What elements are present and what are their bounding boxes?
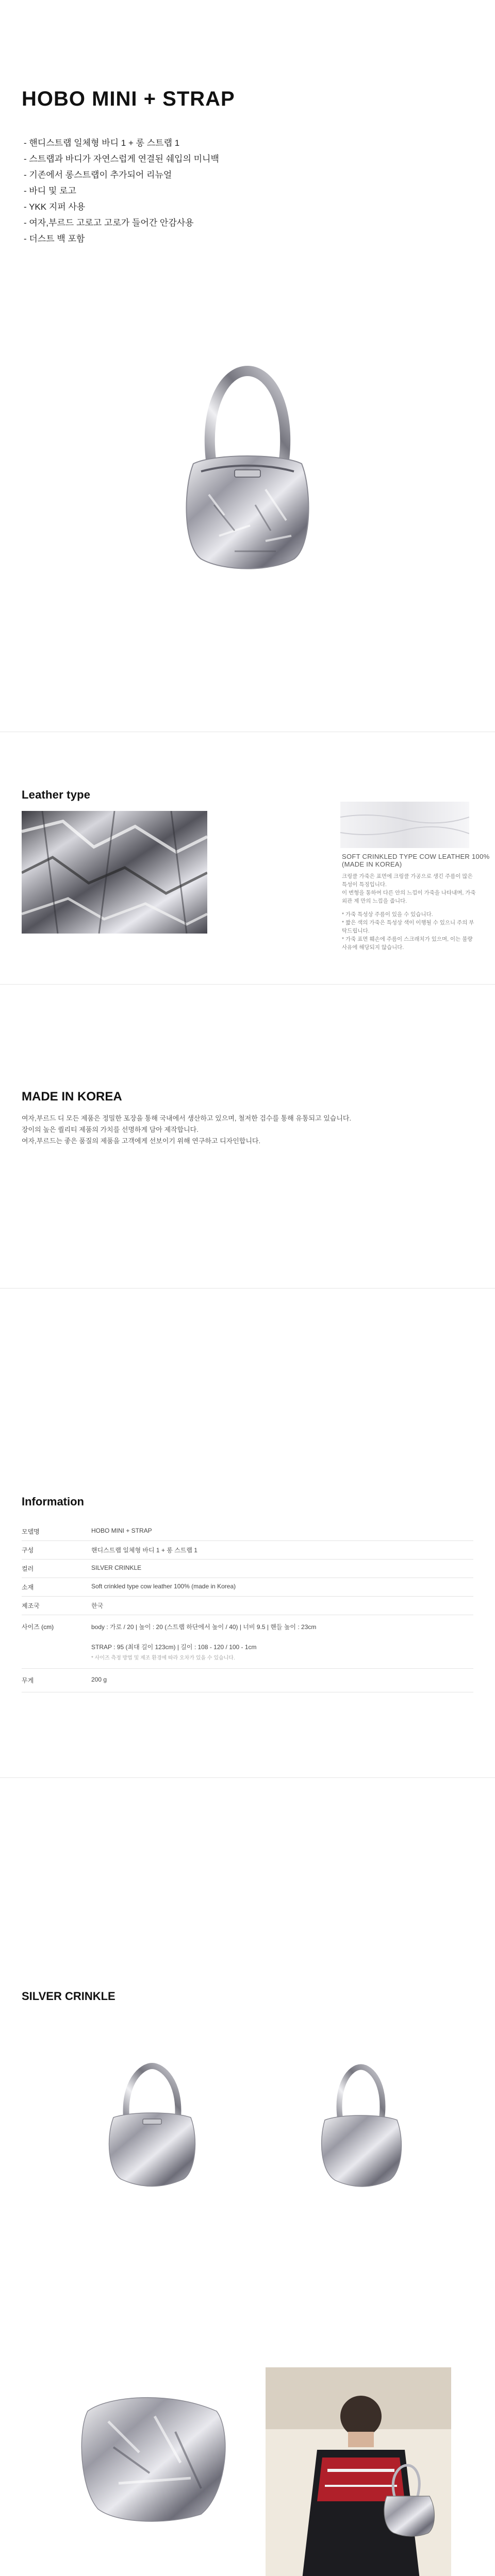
leather-type-heading: Leather type — [22, 788, 91, 801]
made-line: 여자,부르드 디 모든 제품은 정밀한 포장을 통해 국내에서 생산하고 있으며, 철저한 검수를 통해 유통되고 있습니다. — [22, 1114, 352, 1122]
info-value: STRAP : 95 (최대 길이 123cm) | 길이 : 108 - 120 / 100 - 1cm — [91, 1643, 257, 1651]
leather-notes — [342, 872, 476, 952]
product-photo-detail — [77, 2391, 232, 2524]
info-key: 제조국 — [22, 1597, 91, 1615]
leather-texture-image — [22, 811, 207, 934]
info-value: 핸디스트랩 일체형 바디 1 + 롱 스트랩 1 — [91, 1541, 473, 1560]
leather-note-line: * 가죽 특성상 주름이 있을 수 있습니다. — [342, 911, 433, 918]
leather-caption: SOFT CRINKLED TYPE COW LEATHER 100% (MADE IN KOREA) — [342, 853, 490, 868]
info-value: 200 g — [91, 1669, 473, 1692]
info-key: 모델명 — [22, 1522, 91, 1541]
information-table — [22, 1522, 473, 1692]
info-key: 사이즈 (cm) — [22, 1615, 91, 1669]
table-row — [22, 1522, 473, 1541]
section-divider — [0, 1777, 495, 1778]
info-value: SILVER CRINKLE — [91, 1560, 473, 1578]
leather-note-line: * 가죽 표면 훼손에 주름이 스크래치가 있으며, 이는 불량 사유에 해당되지 않습니다. — [342, 936, 473, 951]
table-row — [22, 1597, 473, 1615]
made-in-korea-heading: MADE IN KOREA — [22, 1090, 122, 1104]
feature-item: - 바디 및 로고 — [24, 186, 76, 196]
information-heading: Information — [22, 1495, 84, 1508]
made-line: 장이의 높은 퀄리티 제품의 가치를 선명하게 담아 제작합니다. — [22, 1126, 199, 1133]
leather-note-line: 크링클 가죽은 표면에 크링클 가공으로 생긴 주름이 많은 특성이 특징입니다. — [342, 873, 473, 888]
table-row — [22, 1669, 473, 1692]
feature-item: - 핸디스트랩 일체형 바디 1 + 롱 스트랩 1 — [24, 138, 180, 148]
silver-crinkle-heading: SILVER CRINKLE — [22, 1990, 116, 2003]
table-row — [22, 1541, 473, 1560]
table-row — [22, 1578, 473, 1597]
leather-detail-image — [340, 802, 469, 848]
product-photo-side — [309, 2061, 412, 2190]
info-key: 구성 — [22, 1541, 91, 1560]
leather-note-line: * 짧은 색의 가죽은 특성상 색이 이행될 수 있으니 주의 부탁드립니다. — [342, 920, 474, 934]
table-row — [22, 1560, 473, 1578]
info-key: 컬러 — [22, 1560, 91, 1578]
feature-item: - 기존에서 롱스트랩이 추가되어 리뉴얼 — [24, 170, 172, 180]
info-value: Soft crinkled type cow leather 100% (made in Korea) — [91, 1578, 473, 1597]
feature-list — [24, 135, 219, 247]
info-note: * 사이즈 측정 방법 및 제조 환경에 따라 오차가 있을 수 있습니다. — [91, 1655, 235, 1661]
product-title: HOBO MINI + STRAP — [22, 88, 235, 110]
info-value: HOBO MINI + STRAP — [91, 1522, 473, 1541]
feature-item: - 스트랩과 바디가 자연스럽게 연결된 쉐입의 미니백 — [24, 154, 219, 164]
info-value: body : 가로 / 20 | 높이 : 20 (스트랩 하단에서 높이 / 40) | 너비 9.5 | 핸들 높이 : 23cm — [91, 1623, 317, 1631]
feature-item: - YKK 지퍼 사용 — [24, 202, 86, 212]
section-divider — [0, 1288, 495, 1289]
info-key: 소재 — [22, 1578, 91, 1597]
leather-note-line: 이 변형을 통하여 다른 안의 느낌이 가죽을 나타내며, 가죽 외관 제 만의 느낌을 줍니다. — [342, 890, 476, 904]
section-divider — [0, 984, 495, 985]
made-in-korea-text — [22, 1113, 351, 1147]
info-key: 무게 — [22, 1669, 91, 1692]
feature-item: - 더스트 백 포함 — [24, 234, 85, 244]
model-photo — [266, 2367, 451, 2576]
product-photo-front — [95, 2061, 209, 2190]
feature-item: - 여자,부르드 고로고 고로가 들어간 안감사용 — [24, 218, 194, 228]
table-row — [22, 1615, 473, 1669]
made-line: 여자,부르드는 좋은 품질의 제품을 고객에게 선보이기 위해 연구하고 디자인합니다. — [22, 1137, 261, 1145]
hero-product-image — [162, 361, 333, 577]
info-value-cell — [91, 1615, 473, 1669]
info-value: 한국 — [91, 1597, 473, 1615]
